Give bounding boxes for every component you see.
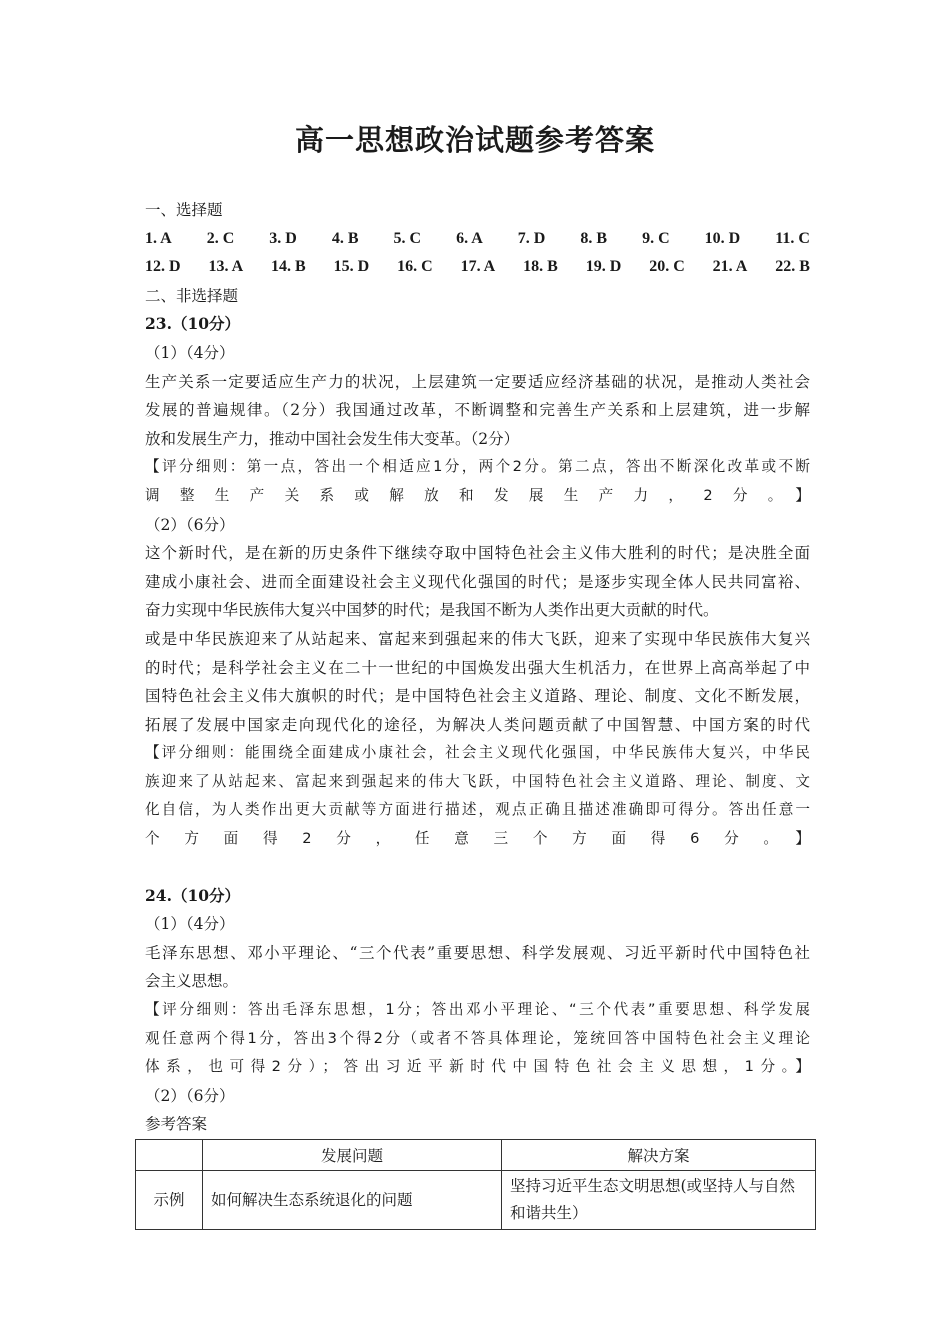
table-header-problem: 发展问题 xyxy=(203,1140,502,1171)
q24-part1-line: 毛泽东思想、邓小平理论、“三个代表”重要思想、科学发展观、习近平新时代中国特色社 xyxy=(145,943,810,962)
q23-part2-line: 拓展了发展中国家走向现代化的途径，为解决人类问题贡献了中国智慧、中国方案的时代 xyxy=(145,715,810,734)
q23-heading: 23.（10分） xyxy=(145,314,241,334)
q23-part2-line: 的时代；是科学社会主义在二十一世纪的中国焕发出强大生机活力，在世界上高高举起了中 xyxy=(145,658,810,677)
table-header-empty xyxy=(136,1140,203,1171)
q23-part1-line: 放和发展生产力，推动中国社会发生伟大变革。（2分） xyxy=(145,429,520,448)
q23-part1-scoring-note: 调整生产关系或解放和发展生产力，2分。】 xyxy=(145,486,810,504)
q23-part2-scoring-note: 个方面得2分，任意三个方面得6分。】 xyxy=(145,830,810,848)
reference-answer-label: 参考答案 xyxy=(145,1115,208,1134)
mcq-answer: 19. D xyxy=(585,258,622,276)
mcq-answer: 10. D xyxy=(704,229,741,247)
q24-part1-scoring-note: 体系，也可得2分）；答出习近平新时代中国特色社会主义思想，1分。】 xyxy=(145,1058,810,1076)
q23-part2-line: 奋力实现中华民族伟大复兴中国梦的时代；是我国不断为人类作出更大贡献的时代。 xyxy=(145,601,719,620)
q23-part2-line: 国特色社会主义伟大旗帜的时代；是中国特色社会主义道路、理论、制度、文化不断发展， xyxy=(145,687,810,706)
answer-content xyxy=(145,196,810,1139)
page-title: 高一思想政治试题参考答案 xyxy=(294,123,655,157)
mcq-answer: 9. C xyxy=(642,229,670,247)
mcq-answer: 14. B xyxy=(271,258,306,276)
q24-part2-heading: （2）（6分） xyxy=(145,1086,235,1105)
spacer xyxy=(145,854,810,882)
q24-part1-line: 会主义思想。 xyxy=(145,972,239,991)
q23-part2-line: 这个新时代，是在新的历史条件下继续夺取中国特色社会主义伟大胜利的时代；是决胜全面 xyxy=(145,544,810,563)
mcq-answer: 22. B xyxy=(775,258,810,276)
mcq-answer: 15. D xyxy=(333,258,370,276)
mcq-answer: 20. C xyxy=(649,258,685,276)
table-cell-example: 示例 xyxy=(136,1171,203,1230)
mcq-answer: 12. D xyxy=(145,258,181,276)
table-header-row xyxy=(136,1140,816,1171)
q24-heading: 24.（10分） xyxy=(145,885,241,905)
mcq-answer: 4. B xyxy=(331,229,359,247)
table-header-solution: 解决方案 xyxy=(502,1140,816,1171)
mcq-answer: 1. A xyxy=(145,229,172,247)
mcq-answer: 18. B xyxy=(523,258,558,276)
q23-part1-line: 生产关系一定要适应生产力的状况，上层建筑一定要适应经济基础的状况，是推动人类社会 xyxy=(145,372,810,391)
table-cell-solution: 坚持习近平生态文明思想(或坚持人与自然和谐共生） xyxy=(502,1171,816,1230)
q23-part2-line: 或是中华民族迎来了从站起来、富起来到强起来的伟大飞跃，迎来了实现中华民族伟大复兴 xyxy=(145,629,810,648)
mcq-answer: 13. A xyxy=(208,258,244,276)
q23-part2-line: 建成小康社会、进而全面建设社会主义现代化强国的时代；是逐步实现全体人民共同富裕、 xyxy=(145,572,810,591)
table-row xyxy=(136,1171,816,1230)
section-heading-nonchoice: 二、非选择题 xyxy=(145,286,239,305)
q24-part1-heading: （1）（4分） xyxy=(145,915,235,934)
section-heading-choice: 一、选择题 xyxy=(145,201,223,219)
q23-part2-scoring-note: 【评分细则：能围绕全面建成小康社会，社会主义现代化强国，中华民族伟大复兴，中华民 xyxy=(145,744,810,762)
q24-part1-scoring-note: 观任意两个得1分，答出3个得2分（或者不答具体理论，笼统回答中国特色社会主义理论 xyxy=(145,1029,810,1047)
answer-table xyxy=(135,1139,816,1230)
q23-part2-scoring-note: 族迎来了从站起来、富起来到强起来的伟大飞跃，中国特色社会主义道路、理论、制度、文 xyxy=(145,772,810,790)
table-cell-problem: 如何解决生态系统退化的问题 xyxy=(203,1171,502,1230)
mcq-answer: 17. A xyxy=(460,258,496,276)
q23-part1-scoring-note: 【评分细则：第一点，答出一个相适应1分，两个2分。第二点，答出不断深化改革或不断 xyxy=(145,458,810,476)
mcq-answer: 3. D xyxy=(269,229,297,247)
q23-part2-scoring-note: 化自信，为人类作出更大贡献等方面进行描述，观点正确且描述准确即可得分。答出任意一 xyxy=(145,801,810,819)
mcq-answer: 16. C xyxy=(397,258,433,276)
mcq-row-1 xyxy=(145,225,810,254)
mcq-answer: 5. C xyxy=(393,229,422,247)
q23-part1-line: 发展的普遍规律。（2分）我国通过改革，不断调整和完善生产关系和上层建筑，进一步解 xyxy=(145,401,810,420)
q23-part1-heading: （1）（4分） xyxy=(145,343,235,362)
mcq-row-2 xyxy=(145,253,810,282)
q24-part1-scoring-note: 【评分细则：答出毛泽东思想，1分；答出邓小平理论、“三个代表”重要思想、科学发展 xyxy=(145,1001,810,1019)
mcq-answer: 2. C xyxy=(206,229,235,247)
mcq-answer: 8. B xyxy=(580,229,608,247)
mcq-answer: 7. D xyxy=(517,229,546,247)
q23-part2-heading: （2）（6分） xyxy=(145,515,235,534)
mcq-answer: 6. A xyxy=(456,229,483,247)
mcq-answer: 21. A xyxy=(712,258,748,276)
mcq-answer: 11. C xyxy=(775,229,810,247)
